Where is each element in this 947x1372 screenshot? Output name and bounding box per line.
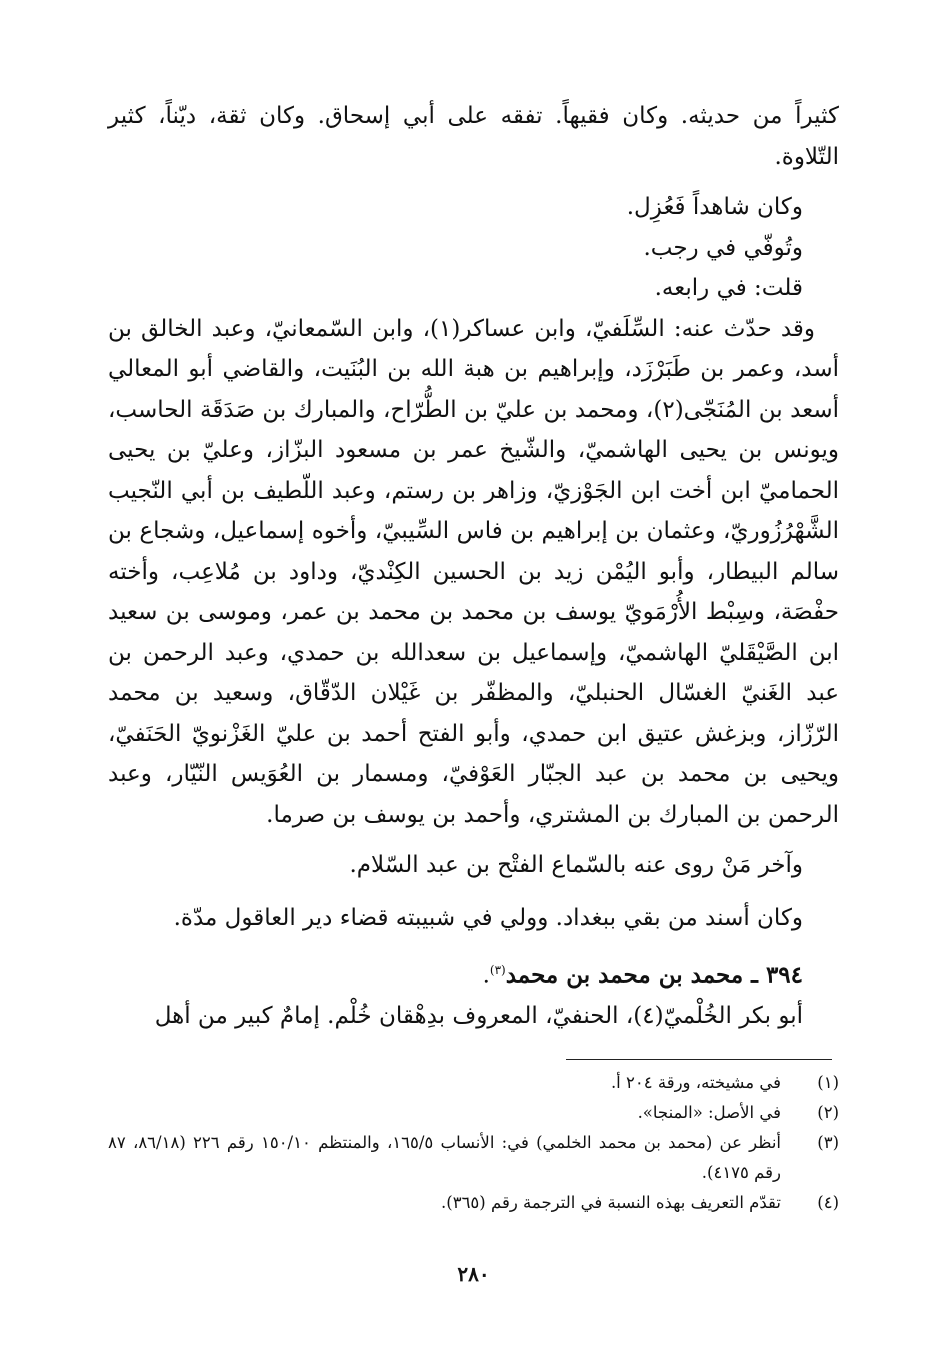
entry-heading [108,950,839,996]
paragraph-baghdad: وكان أسند من بقي ببغداد. وولي في شبيبته قضاء دير العاقول مدّة. [173,904,803,931]
footnote-number: (٤) [817,1193,839,1212]
paragraph-note: قلت: في رابعه. [654,275,803,301]
paragraph-entry-start: أبو بكر الخُلْميّ(٤)، الحنفيّ، المعروف بدِهْقان خُلْم. إمامٌ كبير من أهل [154,1003,803,1030]
paragraph-continuation: كثيراً من حديثه. وكان فقيهاً. تفقه على أبي إسحاق. وكان ثقة، ديّناً، كثير التّلاوة. [108,103,839,170]
footnote-item [108,1188,839,1218]
footnote-text: تقدّم التعريف بهذه النسبة في الترجمة رقم (٣٦٥). [441,1193,781,1212]
footnote-item [108,1128,839,1188]
footnote-text: في مشيخته، ورقة ٢٠٤ أ. [610,1073,781,1092]
footnote-separator [566,1059,832,1060]
paragraph-last-narrator: وآخر مَنْ روى عنه بالسّماع الفتْح بن عبد السّلام. [349,852,803,878]
entry-footnote-ref: (٣) [489,963,506,977]
footnote-text: أنظر عن (محمد بن محمد الخلمي) في: الأنساب ١٦٥/٥، والمنتظم ١٥٠/١٠ رقم ٢٢٦ (٨٦/١٨، ٨٧ رقم ٤١٧٥). [108,1133,781,1182]
paragraph-death: وتُوفّي في رجب. [643,234,803,261]
entry-title-end: . [482,962,490,989]
footnote-item [108,1068,839,1098]
footnote-number: (٢) [817,1103,839,1122]
footnote-number: (٣) [817,1133,839,1152]
footnote-item [108,1098,839,1128]
footnote-number: (١) [817,1073,839,1092]
main-text [108,96,839,1037]
entry-title: ٣٩٤ ـ محمد بن محمد بن محمد [505,961,803,989]
footnotes [108,1068,839,1218]
page-number: ٢٨٠ [457,1262,490,1286]
footnote-text: في الأصل: «المنجا». [637,1103,781,1122]
paragraph-narrators: وقد حدّث عنه: السِّلَفيّ، وابن عساكر(١)، وابن السّمعانيّ، وعبد الخالق بن أسد، وعمر بن طَبَرْزَد، وإبراهيم بن هبة الله بن البُنَيت، والقاضي أبو المعالي أسعد بن المُنَجّى(٢)، ومحمد بن عليّ بن الطُّرّاح، والمبارك بن صَدَقَة الحاسب، ويونس بن يحيى الهاشميّ، والشّيخ عمر بن مسعود البزّاز، وعليّ بن يحيى الحماميّ ابن أخت ابن الجَوْزيّ، وزاهر بن رستم، وعبد اللّطيف بن أبي النّجيب الشَّهْرُزُوريّ، وعثمان بن إبراهيم بن فاس السِّيبيّ، وأخوه إسماعيل، وشجاع بن سالم البيطار، وأبو اليُمْن زيد بن الحسين الكِنْديّ، وداود بن مُلاعِب، وأخته حفْصَة، وسِبْط الأُرْمَويّ يوسف بن محمد بن محمد بن عمر، وموسى بن سعيد ابن الصَّيْقَليّ الهاشميّ، وإسماعيل بن سعدالله بن حمدي، وعبد الرحمن بن عبد الغَنيّ الغسّال الحنبليّ، والمظفّر بن غَيْلان الدّقّاق، وسعيد بن محمد الرّزّاز، وبزغش عتيق ابن حمدي، وأبو الفتح أحمد بن عليّ الغَزْنويّ الحَنَفيّ، ويحيى بن محمد بن عبد الجبّار العَوْفيّ، ومسمار بن العُوَيس النّيّار، وعبد الرحمن بن المبارك بن المشتري، وأحمد بن يوسف بن صرما. [108,315,839,828]
paragraph-witness: وكان شاهداً فَعُزِل. [626,194,803,220]
